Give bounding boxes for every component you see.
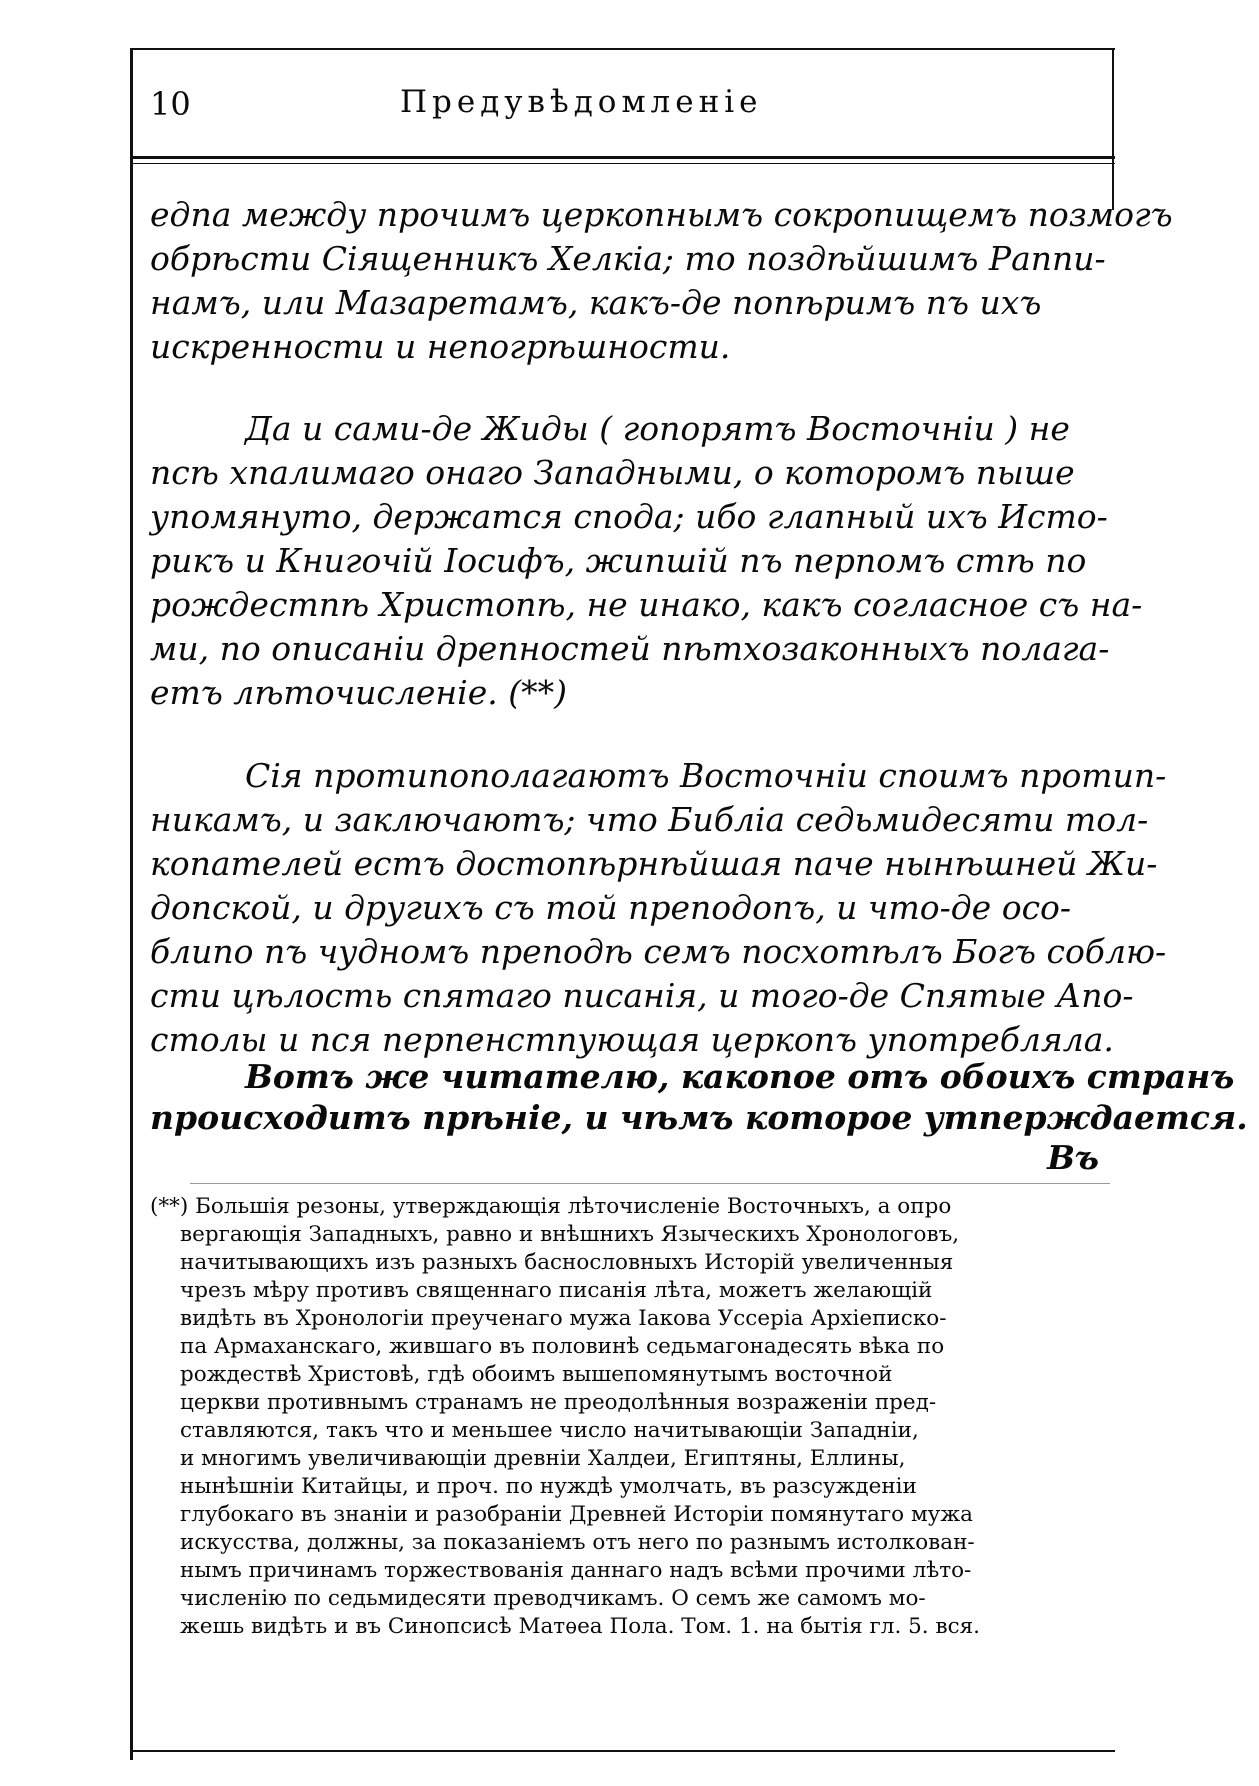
footnote-line: рождествѣ Христовѣ, гдѣ обоимъ вышепомянутымъ восточной xyxy=(180,1362,893,1387)
running-title: Предувѣдомленіе xyxy=(400,84,763,120)
body-line: допской, и другихъ съ той преподопъ, и что-де осо- xyxy=(150,888,1072,927)
top-border-rule xyxy=(130,48,1115,50)
body-line: Вотъ же читателю, какопое отъ обоихъ странъ xyxy=(245,1057,1235,1096)
footnote-line: видѣть въ Хронологіи преученаго мужа Іакова Уссеріа Архіеписко- xyxy=(180,1306,947,1331)
body-line: блипо пъ чудномъ преподѣ семъ посхотѣлъ Богъ соблю- xyxy=(150,932,1167,971)
footnote-line: нынѣшніи Китайцы, и проч. по нуждѣ умолчать, въ разсужденіи xyxy=(180,1474,917,1499)
header-rule xyxy=(130,156,1115,159)
footnote-line: нымъ причинамъ торжествованія даннаго надъ всѣми прочими лѣто- xyxy=(180,1558,972,1583)
body-line: обрѣсти Сіященникъ Хелкіа; то поздѣйшимъ Раппи- xyxy=(150,239,1106,278)
body-line: Сія протипополагаютъ Восточніи споимъ протип- xyxy=(245,756,1167,795)
bottom-border-rule xyxy=(130,1750,1115,1752)
footnote-line: начитывающихъ изъ разныхъ баснословныхъ Исторій увеличенныя xyxy=(180,1250,954,1275)
body-line: намъ, или Мазаретамъ, какъ-де попѣримъ пъ ихъ xyxy=(150,283,1042,322)
right-border-rule xyxy=(1112,50,1114,210)
footnote-line: (**) Большія резоны, утверждающія лѣточисленіе Восточныхъ, а опро xyxy=(150,1194,952,1219)
page-number: 10 xyxy=(150,85,191,123)
body-line: псѣ хпалимаго онаго Западными, о которомъ пыше xyxy=(150,453,1075,492)
footnote-line: церкви противнымъ странамъ не преодолѣнныя возраженіи пред- xyxy=(180,1390,937,1415)
body-line: сти цѣлость спятаго писанія, и того-де Спятые Апо- xyxy=(150,976,1134,1015)
footnote-line: и многимъ увеличивающіи древніи Халдеи, Египтяны, Еллины, xyxy=(180,1446,906,1471)
body-line: происходитъ прѣніе, и чѣмъ которое утперждается. xyxy=(150,1098,1248,1137)
footnote-line: вергающія Западныхъ, равно и внѣшнихъ Языческихъ Хронологовъ, xyxy=(180,1222,960,1247)
body-line: ми, по описаніи дрепностей пѣтхозаконныхъ полага- xyxy=(150,629,1110,668)
catchword: Въ xyxy=(1047,1138,1099,1177)
body-line: едпа между прочимъ церкопнымъ сокропищемъ позмогъ xyxy=(150,195,1173,234)
body-line: никамъ, и заключаютъ; что Библіа седьмидесяти тол- xyxy=(150,800,1149,839)
body-line: рикъ и Книгочій Іосифъ, жипшій пъ перпомъ стѣ по xyxy=(150,541,1087,580)
body-line: копателей естъ достопѣрнѣйшая паче нынѣшней Жи- xyxy=(150,844,1158,883)
body-line: искренности и непогрѣшности. xyxy=(150,327,731,366)
footnote-line: па Армаханскаго, жившаго въ половинѣ седьмагонадесять вѣка по xyxy=(180,1334,945,1359)
footnote-separator-rule xyxy=(190,1183,1110,1184)
footnote-line: численію по седьмидесяти преводчикамъ. О семъ же самомъ мо- xyxy=(180,1586,926,1611)
header-rule-thin xyxy=(130,163,1115,164)
body-line: етъ лѣточисленіе. (**) xyxy=(150,673,567,712)
footnote-line: искусства, должны, за показаніемъ отъ него по разнымъ истолкован- xyxy=(180,1530,975,1555)
body-line: Да и сами-де Жиды ( гопорятъ Восточніи ) не xyxy=(245,409,1070,448)
footnote-line: чрезъ мѣру противъ священнаго писанія лѣта, можетъ желающій xyxy=(180,1278,933,1303)
body-line: рождестпѣ Христопѣ, не инако, какъ согласное съ на- xyxy=(150,585,1143,624)
left-border-rule xyxy=(130,48,133,1760)
footnote-line: ставляются, такъ что и меньшее число начитывающіи Западніи, xyxy=(180,1418,919,1443)
body-line: упомянуто, держатся спода; ибо глапный ихъ Исто- xyxy=(150,497,1108,536)
footnote-line: глубокаго въ знаніи и разобраніи Древней Исторіи помянутаго мужа xyxy=(180,1502,973,1527)
footnote-line: жешь видѣть и въ Синопсисѣ Матѳеа Пола. Том. 1. на бытія гл. 5. вся. xyxy=(180,1614,981,1639)
body-line: столы и пся перпенстпующая церкопъ употребляла. xyxy=(150,1020,1114,1059)
